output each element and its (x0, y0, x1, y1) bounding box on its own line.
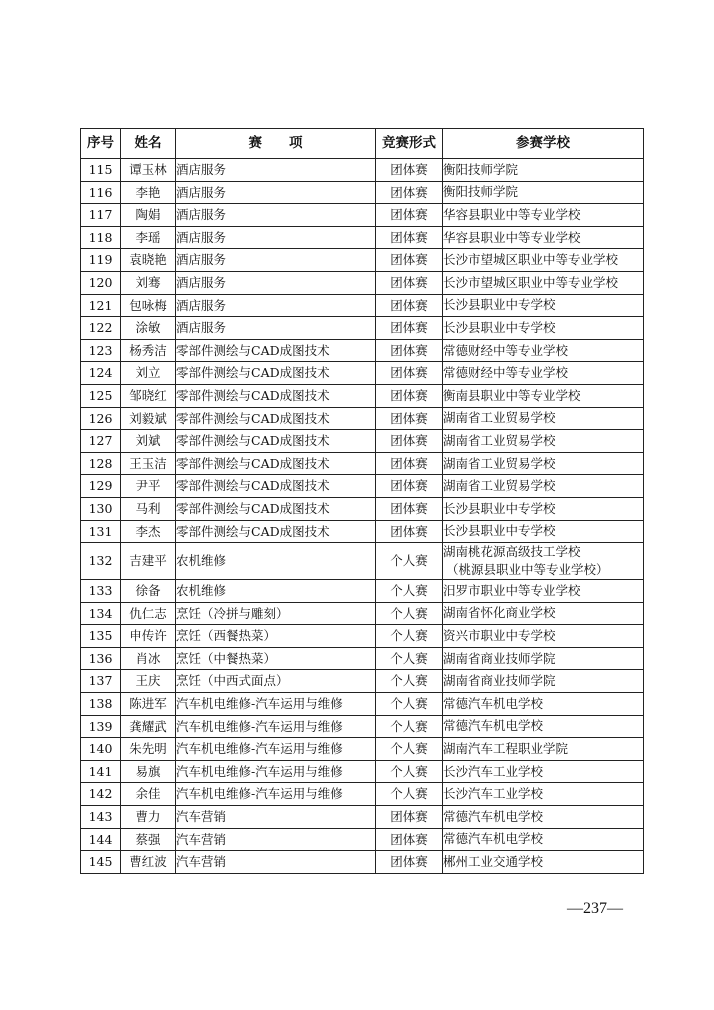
table-row (81, 580, 644, 603)
row-name: 包咏梅 (121, 294, 176, 317)
row-name: 邹晓红 (121, 384, 176, 407)
row-event: 汽车营销 (176, 806, 376, 829)
school-line: 长沙市望城区职业中等专业学校 (443, 252, 619, 268)
row-event: 酒店服务 (176, 226, 376, 249)
row-event: 酒店服务 (176, 181, 376, 204)
table-row (81, 520, 644, 543)
row-competition-type: 个人赛 (376, 625, 443, 648)
row-school (443, 738, 644, 761)
row-name: 杨秀洁 (121, 339, 176, 362)
row-competition-type: 团体赛 (376, 317, 443, 340)
row-name: 刘骞 (121, 271, 176, 294)
row-number: 142 (81, 783, 121, 806)
header-event: 赛 项 (176, 129, 376, 159)
header-name: 姓名 (121, 129, 176, 159)
row-school (443, 271, 644, 294)
row-event: 零部件测绘与CAD成图技术 (176, 362, 376, 385)
row-name: 尹平 (121, 475, 176, 498)
table-row (81, 204, 644, 227)
row-name: 王玉洁 (121, 452, 176, 475)
school-line: 长沙县职业中专学校 (443, 297, 556, 313)
row-name: 陶娟 (121, 204, 176, 227)
table-row (81, 602, 644, 625)
row-number: 143 (81, 806, 121, 829)
row-number: 115 (81, 159, 121, 182)
row-school (443, 317, 644, 340)
row-number: 144 (81, 828, 121, 851)
table-row (81, 430, 644, 453)
table-body (81, 159, 644, 874)
row-number: 118 (81, 226, 121, 249)
row-number: 121 (81, 294, 121, 317)
row-competition-type: 团体赛 (376, 249, 443, 272)
row-name: 李杰 (121, 520, 176, 543)
row-name: 朱先明 (121, 738, 176, 761)
row-competition-type: 团体赛 (376, 384, 443, 407)
row-event: 汽车机电维修-汽车运用与维修 (176, 715, 376, 738)
row-competition-type: 个人赛 (376, 760, 443, 783)
row-number: 120 (81, 271, 121, 294)
row-event: 农机维修 (176, 543, 376, 580)
row-name: 刘斌 (121, 430, 176, 453)
row-event: 酒店服务 (176, 249, 376, 272)
table-row (81, 806, 644, 829)
school-line: 资兴市职业中专学校 (443, 628, 556, 644)
school-line: 湖南省工业贸易学校 (443, 410, 556, 426)
row-name: 李瑶 (121, 226, 176, 249)
school-line: 常德汽车机电学校 (443, 808, 544, 824)
row-school (443, 715, 644, 738)
row-name: 仇仁志 (121, 602, 176, 625)
row-event: 汽车机电维修-汽车运用与维修 (176, 738, 376, 761)
table-row (81, 760, 644, 783)
row-school (443, 204, 644, 227)
row-school (443, 806, 644, 829)
school-line: 华容县职业中等专业学校 (443, 206, 581, 222)
row-competition-type: 个人赛 (376, 580, 443, 603)
row-school (443, 625, 644, 648)
row-school (443, 543, 644, 580)
row-name: 涂敏 (121, 317, 176, 340)
school-line: 湖南省怀化商业学校 (443, 605, 556, 621)
row-school (443, 693, 644, 716)
row-event: 零部件测绘与CAD成图技术 (176, 475, 376, 498)
row-name: 王庆 (121, 670, 176, 693)
row-number: 117 (81, 204, 121, 227)
table-row (81, 738, 644, 761)
school-line: 湖南桃花源高级技工学校 (443, 544, 581, 560)
row-number: 137 (81, 670, 121, 693)
row-number: 134 (81, 602, 121, 625)
row-event: 零部件测绘与CAD成图技术 (176, 407, 376, 430)
row-number: 145 (81, 851, 121, 874)
school-line: 常德财经中等专业学校 (443, 365, 569, 381)
row-event: 烹饪（西餐热菜） (176, 625, 376, 648)
row-event: 汽车营销 (176, 851, 376, 874)
school-line: 衡阳技师学院 (443, 184, 519, 200)
row-name: 曹力 (121, 806, 176, 829)
row-event: 烹饪（中西式面点） (176, 670, 376, 693)
row-school (443, 828, 644, 851)
row-competition-type: 团体赛 (376, 407, 443, 430)
row-event: 酒店服务 (176, 294, 376, 317)
school-line: 长沙县职业中专学校 (443, 500, 556, 516)
row-competition-type: 团体赛 (376, 271, 443, 294)
row-number: 127 (81, 430, 121, 453)
table-row (81, 715, 644, 738)
row-number: 140 (81, 738, 121, 761)
row-school (443, 760, 644, 783)
table-row (81, 362, 644, 385)
table-header-row (81, 129, 644, 159)
row-number: 126 (81, 407, 121, 430)
row-event: 烹饪（冷拼与雕刻） (176, 602, 376, 625)
row-event: 零部件测绘与CAD成图技术 (176, 384, 376, 407)
row-competition-type: 个人赛 (376, 543, 443, 580)
row-event: 汽车营销 (176, 828, 376, 851)
row-school (443, 226, 644, 249)
row-name: 蔡强 (121, 828, 176, 851)
header-no: 序号 (81, 129, 121, 159)
row-event: 酒店服务 (176, 271, 376, 294)
row-event: 汽车机电维修-汽车运用与维修 (176, 783, 376, 806)
row-name: 刘立 (121, 362, 176, 385)
roster-table (80, 128, 644, 874)
school-line: 湖南省工业贸易学校 (443, 478, 556, 494)
school-line: 长沙县职业中专学校 (443, 523, 556, 539)
row-school (443, 249, 644, 272)
table-row (81, 828, 644, 851)
school-line: 常德汽车机电学校 (443, 831, 544, 847)
row-school (443, 430, 644, 453)
row-school (443, 580, 644, 603)
table-row (81, 497, 644, 520)
row-number: 128 (81, 452, 121, 475)
table-row (81, 249, 644, 272)
row-competition-type: 团体赛 (376, 430, 443, 453)
row-competition-type: 个人赛 (376, 602, 443, 625)
row-name: 马利 (121, 497, 176, 520)
row-competition-type: 个人赛 (376, 693, 443, 716)
row-number: 132 (81, 543, 121, 580)
table-row (81, 294, 644, 317)
school-line: 湖南省商业技师学院 (443, 673, 556, 689)
row-school (443, 159, 644, 182)
row-event: 零部件测绘与CAD成图技术 (176, 430, 376, 453)
row-name: 申传许 (121, 625, 176, 648)
row-competition-type: 团体赛 (376, 851, 443, 874)
table-row (81, 317, 644, 340)
row-school (443, 475, 644, 498)
table-row (81, 670, 644, 693)
table-row (81, 159, 644, 182)
table-row (81, 271, 644, 294)
row-name: 易旗 (121, 760, 176, 783)
school-line: 湖南省商业技师学院 (443, 650, 556, 666)
school-line: 长沙县职业中专学校 (443, 319, 556, 335)
row-competition-type: 团体赛 (376, 339, 443, 362)
row-number: 129 (81, 475, 121, 498)
row-number: 119 (81, 249, 121, 272)
school-line: 郴州工业交通学校 (443, 854, 544, 870)
row-event: 酒店服务 (176, 204, 376, 227)
row-school (443, 339, 644, 362)
row-name: 谭玉林 (121, 159, 176, 182)
school-line: 长沙汽车工业学校 (443, 763, 544, 779)
row-school (443, 670, 644, 693)
row-event: 零部件测绘与CAD成图技术 (176, 339, 376, 362)
row-competition-type: 团体赛 (376, 475, 443, 498)
table-row (81, 181, 644, 204)
school-line: 湖南省工业贸易学校 (443, 432, 556, 448)
table-row (81, 783, 644, 806)
table-row (81, 543, 644, 580)
school-line: 华容县职业中等专业学校 (443, 229, 581, 245)
school-line: 湖南省工业贸易学校 (443, 455, 556, 471)
row-number: 123 (81, 339, 121, 362)
school-line: 衡阳技师学院 (443, 161, 519, 177)
table-row (81, 407, 644, 430)
school-line: 常德财经中等专业学校 (443, 342, 569, 358)
row-name: 徐备 (121, 580, 176, 603)
row-school (443, 362, 644, 385)
row-competition-type: 团体赛 (376, 204, 443, 227)
row-number: 125 (81, 384, 121, 407)
row-competition-type: 团体赛 (376, 362, 443, 385)
row-event: 酒店服务 (176, 317, 376, 340)
row-name: 曹红波 (121, 851, 176, 874)
row-number: 131 (81, 520, 121, 543)
row-name: 袁晓艳 (121, 249, 176, 272)
table-row (81, 693, 644, 716)
row-competition-type: 团体赛 (376, 497, 443, 520)
row-competition-type: 个人赛 (376, 670, 443, 693)
row-name: 陈进军 (121, 693, 176, 716)
row-competition-type: 团体赛 (376, 226, 443, 249)
row-number: 130 (81, 497, 121, 520)
row-event: 农机维修 (176, 580, 376, 603)
school-line: 常德汽车机电学校 (443, 695, 544, 711)
row-name: 刘毅斌 (121, 407, 176, 430)
row-event: 零部件测绘与CAD成图技术 (176, 452, 376, 475)
row-number: 116 (81, 181, 121, 204)
row-school (443, 181, 644, 204)
school-line: （桃源县职业中等专业学校） (446, 562, 609, 578)
row-event: 零部件测绘与CAD成图技术 (176, 520, 376, 543)
header-type: 竞赛形式 (376, 129, 443, 159)
header-school: 参赛学校 (443, 129, 644, 159)
row-competition-type: 团体赛 (376, 181, 443, 204)
table-row (81, 647, 644, 670)
row-school (443, 783, 644, 806)
row-number: 133 (81, 580, 121, 603)
table-row (81, 226, 644, 249)
school-line: 湖南汽车工程职业学院 (443, 741, 569, 757)
row-competition-type: 团体赛 (376, 828, 443, 851)
row-name: 龚耀武 (121, 715, 176, 738)
row-school (443, 851, 644, 874)
row-number: 124 (81, 362, 121, 385)
row-name: 李艳 (121, 181, 176, 204)
table-row (81, 339, 644, 362)
table-row (81, 625, 644, 648)
row-number: 136 (81, 647, 121, 670)
row-school (443, 294, 644, 317)
row-name: 吉建平 (121, 543, 176, 580)
table-row (81, 475, 644, 498)
row-competition-type: 团体赛 (376, 159, 443, 182)
row-number: 122 (81, 317, 121, 340)
row-school (443, 384, 644, 407)
row-school (443, 497, 644, 520)
row-school (443, 520, 644, 543)
school-line: 长沙汽车工业学校 (443, 786, 544, 802)
row-event: 烹饪（中餐热菜） (176, 647, 376, 670)
row-event: 汽车机电维修-汽车运用与维修 (176, 760, 376, 783)
school-line: 汨罗市职业中等专业学校 (443, 582, 581, 598)
row-name: 余佳 (121, 783, 176, 806)
row-event: 零部件测绘与CAD成图技术 (176, 497, 376, 520)
row-number: 138 (81, 693, 121, 716)
table-row (81, 384, 644, 407)
table-row (81, 452, 644, 475)
row-number: 139 (81, 715, 121, 738)
row-name: 肖冰 (121, 647, 176, 670)
row-competition-type: 团体赛 (376, 806, 443, 829)
row-school (443, 407, 644, 430)
row-number: 135 (81, 625, 121, 648)
row-competition-type: 个人赛 (376, 647, 443, 670)
row-school (443, 452, 644, 475)
row-school (443, 602, 644, 625)
table-row (81, 851, 644, 874)
school-line: 衡南县职业中等专业学校 (443, 387, 581, 403)
row-school (443, 647, 644, 670)
school-line: 长沙市望城区职业中等专业学校 (443, 274, 619, 290)
row-competition-type: 团体赛 (376, 520, 443, 543)
row-competition-type: 个人赛 (376, 715, 443, 738)
row-event: 酒店服务 (176, 159, 376, 182)
page-number: —237— (567, 900, 623, 917)
row-competition-type: 团体赛 (376, 294, 443, 317)
school-line: 常德汽车机电学校 (443, 718, 544, 734)
row-number: 141 (81, 760, 121, 783)
row-competition-type: 个人赛 (376, 738, 443, 761)
row-competition-type: 个人赛 (376, 783, 443, 806)
row-competition-type: 团体赛 (376, 452, 443, 475)
row-event: 汽车机电维修-汽车运用与维修 (176, 693, 376, 716)
